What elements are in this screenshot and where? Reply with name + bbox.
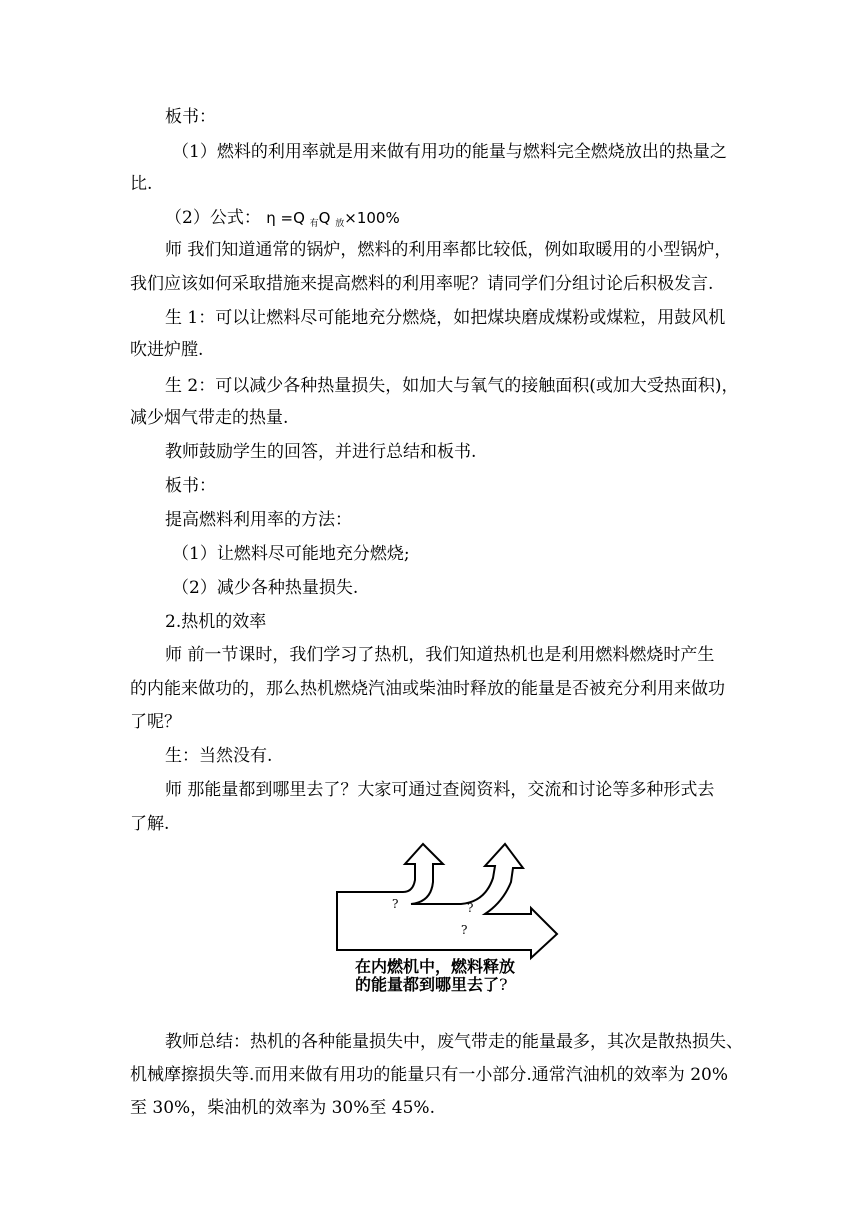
caption-line-1: 在内燃机中，燃料释放	[355, 957, 516, 976]
board-heading-2: 板书：	[165, 476, 216, 496]
student-answer-2: 生 2：可以减少各种热量损失，如加大与氧气的接触面积(或加大受热面积)，	[165, 376, 739, 396]
student-reply: 生：当然没有.	[165, 746, 273, 766]
question-mark-1: ?	[392, 897, 399, 911]
teacher-intro-cont-1: 的内能来做功的，那么热机燃烧汽油或柴油时释放的能量是否被充分利用来做功	[130, 679, 725, 699]
method-2: （2）减少各种热量损失.	[172, 578, 359, 598]
teacher-prompt: 师 那能量都到哪里去了？大家可通过查阅资料，交流和讨论等多种形式去	[165, 780, 715, 800]
student-answer-1: 生 1：可以让燃料尽可能地充分燃烧，如把煤块磨成煤粉或煤粒，用鼓风机	[165, 308, 726, 328]
paragraph-definition: （1）燃料的利用率就是用来做有用功的能量与燃料完全燃烧放出的热量之	[172, 142, 727, 162]
formula-line	[165, 208, 400, 228]
method-1: （1）让燃料尽可能地充分燃烧;	[172, 544, 410, 564]
teacher-question: 师 我们知道通常的锅炉，燃料的利用率都比较低，例如取暖用的小型锅炉，	[165, 240, 732, 260]
teacher-conclusion-cont-2: 至 30%，柴油机的效率为 30%至 45%.	[130, 1098, 435, 1118]
energy-arrow-outline	[337, 844, 557, 958]
teacher-conclusion: 教师总结：热机的各种能量损失中，废气带走的能量最多，其次是散热损失、	[165, 1032, 743, 1052]
figure-caption	[355, 958, 585, 994]
student-answer-1-cont: 吹进炉膛.	[130, 340, 204, 360]
teacher-conclusion-cont-1: 机械摩擦损失等.而用来做有用功的能量只有一小部分.通常汽油机的效率为 20%	[130, 1065, 728, 1085]
formula: η =Q $_有$Q $_放$×100%	[266, 209, 400, 229]
teacher-question-cont: 我们应该如何采取措施来提高燃料的利用率呢？请同学们分组讨论后积极发言.	[130, 274, 714, 294]
student-answer-2-cont: 减少烟气带走的热量.	[130, 408, 289, 428]
section-heading: 2.热机的效率	[165, 612, 267, 632]
caption-line-2: 的能量都到哪里去了?	[355, 975, 508, 994]
teacher-summary: 教师鼓励学生的回答，并进行总结和板书.	[165, 442, 477, 462]
teacher-prompt-cont: 了解.	[130, 814, 170, 834]
question-mark-3: ?	[461, 923, 468, 937]
teacher-intro: 师 前一节课时，我们学习了热机，我们知道热机也是利用燃料燃烧时产生	[165, 645, 715, 665]
formula-label: （2）公式：	[165, 208, 261, 228]
methods-heading: 提高燃料利用率的方法：	[165, 510, 352, 530]
paragraph-definition-cont: 比.	[130, 174, 153, 194]
question-mark-2: ?	[467, 901, 474, 915]
teacher-intro-cont-2: 了呢？	[130, 712, 181, 732]
board-heading-1: 板书：	[165, 107, 216, 127]
